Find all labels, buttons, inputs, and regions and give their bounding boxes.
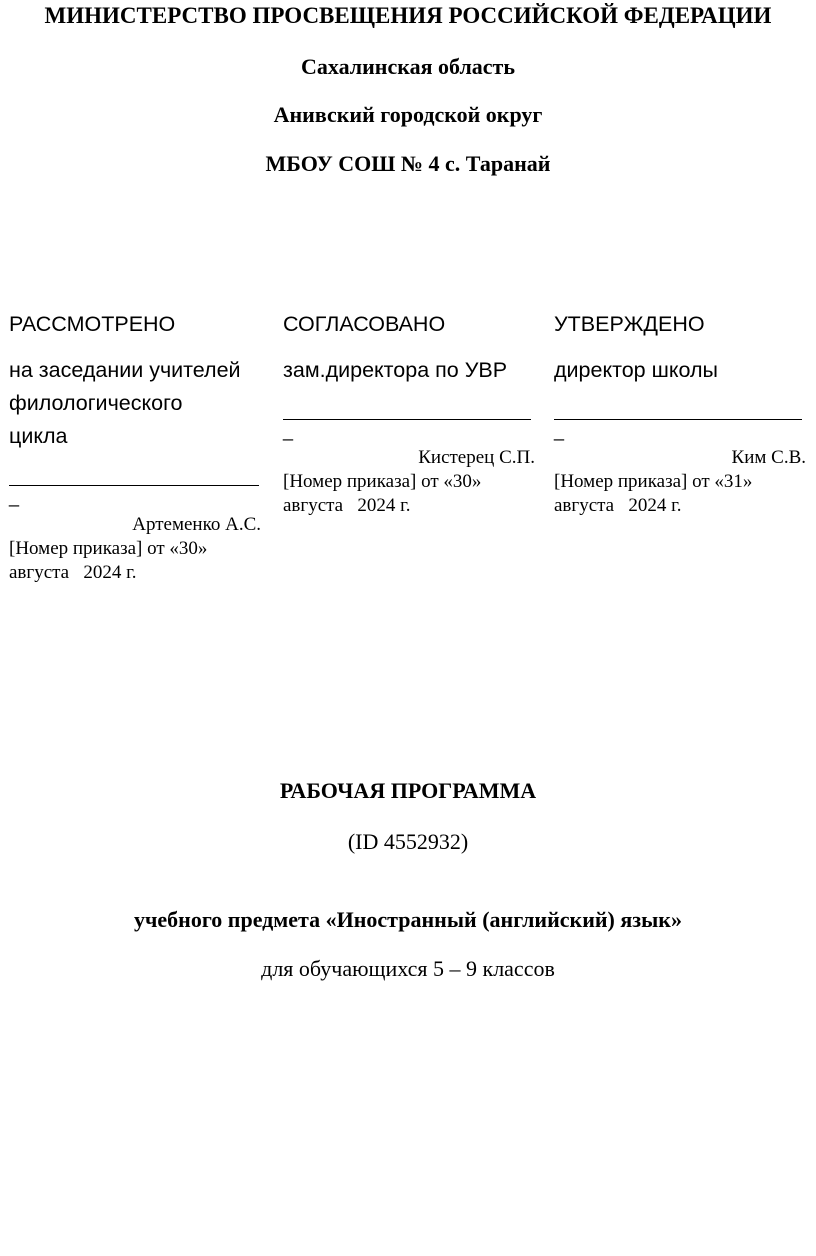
order-number: [Номер приказа] от «31»: [554, 471, 753, 492]
approval-text-line: на заседании учителей: [9, 358, 241, 382]
approval-title: УТВЕРЖДЕНО: [554, 312, 705, 336]
program-subject: учебного предмета «Иностранный (английский) язык»: [134, 907, 682, 932]
approval-title: РАССМОТРЕНО: [9, 312, 176, 336]
order-number: [Номер приказа] от «30»: [283, 471, 482, 492]
ministry-heading: МИНИСТЕРСТВО ПРОСВЕЩЕНИЯ РОССИЙСКОЙ ФЕДЕРАЦИИ: [44, 3, 772, 28]
program-id: (ID 4552932): [347, 829, 469, 854]
signature-line: [283, 387, 531, 420]
order-number: [Номер приказа] от «30»: [9, 538, 208, 559]
approval-block-agreed: [283, 308, 535, 518]
signature-dash: _: [9, 487, 20, 507]
signature-dash: _: [283, 421, 294, 441]
region-heading: Сахалинская область: [301, 54, 515, 79]
approval-text-line: зам.директора по УВР: [283, 358, 508, 382]
program-title: РАБОЧАЯ ПРОГРАММА: [279, 778, 537, 803]
order-date: августа 2024 г.: [9, 562, 137, 583]
signature-dash: _: [554, 421, 565, 441]
signatory-name: Ким С.В.: [731, 447, 806, 468]
approval-text-line: цикла: [9, 424, 68, 448]
approval-text: [283, 354, 535, 387]
school-heading: МБОУ СОШ № 4 с. Таранай: [265, 151, 551, 176]
district-heading: Анивский городской округ: [273, 102, 543, 127]
signature-line: [9, 453, 259, 486]
approval-text: [9, 354, 261, 453]
approval-title: СОГЛАСОВАНО: [283, 312, 446, 336]
approval-block-approved: [554, 308, 806, 518]
order-date: августа 2024 г.: [283, 495, 411, 516]
order-date: августа 2024 г.: [554, 495, 682, 516]
approval-block-reviewed: [9, 308, 261, 585]
approval-text: [554, 354, 806, 387]
signatory-name: Кистерец С.П.: [418, 447, 535, 468]
program-audience: для обучающихся 5 – 9 классов: [261, 956, 555, 981]
signature-line: [554, 387, 802, 420]
approval-text-line: директор школы: [554, 358, 718, 382]
signatory-name: Артеменко А.С.: [132, 514, 261, 535]
approval-text-line: филологического: [9, 391, 183, 415]
